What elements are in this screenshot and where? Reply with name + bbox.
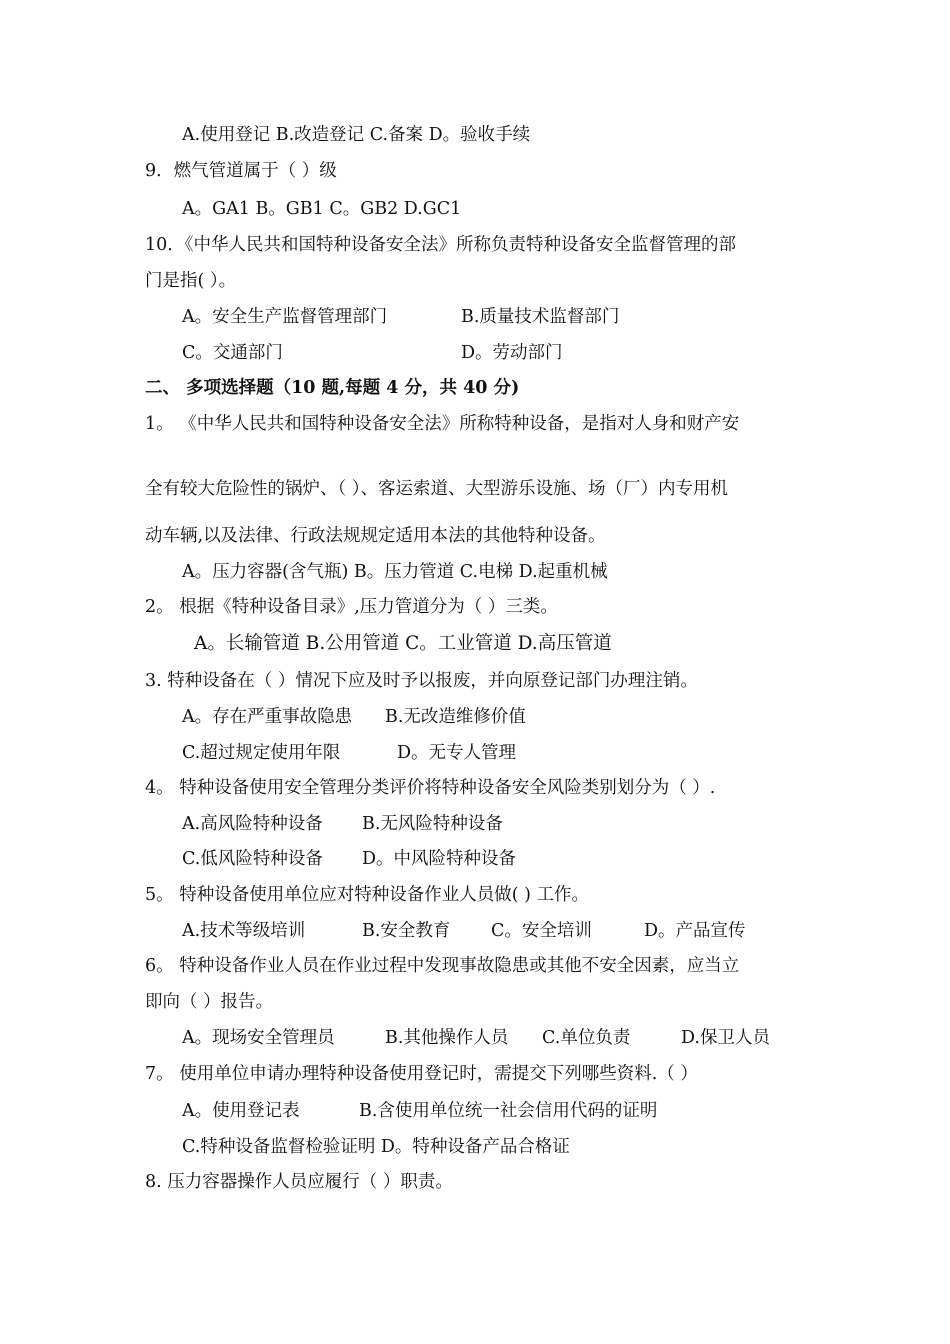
mq7-options-cd: C.特种设备监督检验证明 D。特种设备产品合格证 (182, 1137, 570, 1157)
option-10b: B.质量技术监督部门 (461, 307, 620, 327)
section-heading-multiple-choice: 二、 多项选择题（10 题,每题 4 分，共 40 分) (145, 378, 520, 398)
mq7: 7。 使用单位申请办理特种设备使用登记时，需提交下列哪些资料.（ ） (145, 1064, 698, 1084)
mq4-option-b: B.无风险特种设备 (362, 814, 503, 834)
option-10a: A。安全生产监督管理部门 (182, 307, 388, 327)
option-10c: C。交通部门 (182, 343, 283, 363)
mq4: 4。 特种设备使用安全管理分类评价将特种设备安全风险类别划分为（ ）. (145, 778, 716, 798)
mq1-cont2: 动车辆,以及法律、行政法规规定适用本法的其他特种设备。 (145, 526, 606, 546)
mq5-option-b: B.安全教育 (362, 921, 451, 941)
mq5-option-a: A.技术等级培训 (182, 921, 306, 941)
mq6-cont: 即向（ ）报告。 (145, 992, 274, 1012)
mq6-option-d: D.保卫人员 (681, 1028, 770, 1048)
mq7-option-a: A。使用登记表 (182, 1101, 300, 1121)
mq1-options: A。压力容器(含气瓶) B。压力管道 C.电梯 D.起重机械 (182, 562, 608, 582)
mq1: 1。 《中华人民共和国特种设备安全法》所称特种设备，是指对人身和财产安 (145, 414, 740, 434)
mq1-cont1: 全有较大危险性的锅炉、（ ）、客运索道、大型游乐设施、场（厂）内专用机 (145, 479, 729, 499)
mq4-option-c: C.低风险特种设备 (182, 849, 323, 869)
mq8: 8. 压力容器操作人员应履行（ ）职责。 (145, 1172, 453, 1192)
option-10d: D。劳动部门 (461, 343, 563, 363)
mq7-option-b: B.含使用单位统一社会信用代码的证明 (359, 1101, 658, 1121)
mq6-option-c: C.单位负责 (542, 1028, 631, 1048)
mq6-option-b: B.其他操作人员 (385, 1028, 509, 1048)
options-q9-prev: A.使用登记 B.改造登记 C.备案 D。验收手续 (182, 125, 531, 145)
mq3: 3. 特种设备在（ ）情况下应及时予以报废，并向原登记部门办理注销。 (145, 671, 698, 691)
mq4-option-d: D。中风险特种设备 (362, 849, 517, 869)
question-10: 10．《中华人民共和国特种设备安全法》所称负责特种设备安全监督管理的部 (145, 235, 737, 255)
question-10-cont: 门是指( ）。 (145, 271, 237, 291)
question-9: 9．燃气管道属于（ ）级 (145, 161, 337, 181)
mq3-option-a: A。存在严重事故隐患 (182, 707, 353, 727)
mq5: 5。 特种设备使用单位应对特种设备作业人员做( ) 工作。 (145, 885, 589, 905)
mq5-option-d: D。产品宣传 (644, 921, 746, 941)
mq2: 2。 根据《特种设备目录》,压力管道分为（ ）三类。 (145, 597, 558, 617)
mq6-option-a: A。现场安全管理员 (182, 1028, 335, 1048)
options-q9: A。GA1 B。GB1 C。GB2 D.GC1 (182, 199, 462, 219)
mq3-option-b: B.无改造维修价值 (385, 707, 526, 727)
mq6: 6。 特种设备作业人员在作业过程中发现事故隐患或其他不安全因素，应当立 (145, 956, 740, 976)
mq5-option-c: C。安全培训 (491, 921, 592, 941)
mq4-option-a: A.高风险特种设备 (182, 814, 323, 834)
mq2-options: A。长输管道 B.公用管道 C。工业管道 D.高压管道 (194, 633, 612, 654)
mq3-option-d: D。无专人管理 (397, 743, 517, 763)
mq3-option-c: C.超过规定使用年限 (182, 743, 341, 763)
